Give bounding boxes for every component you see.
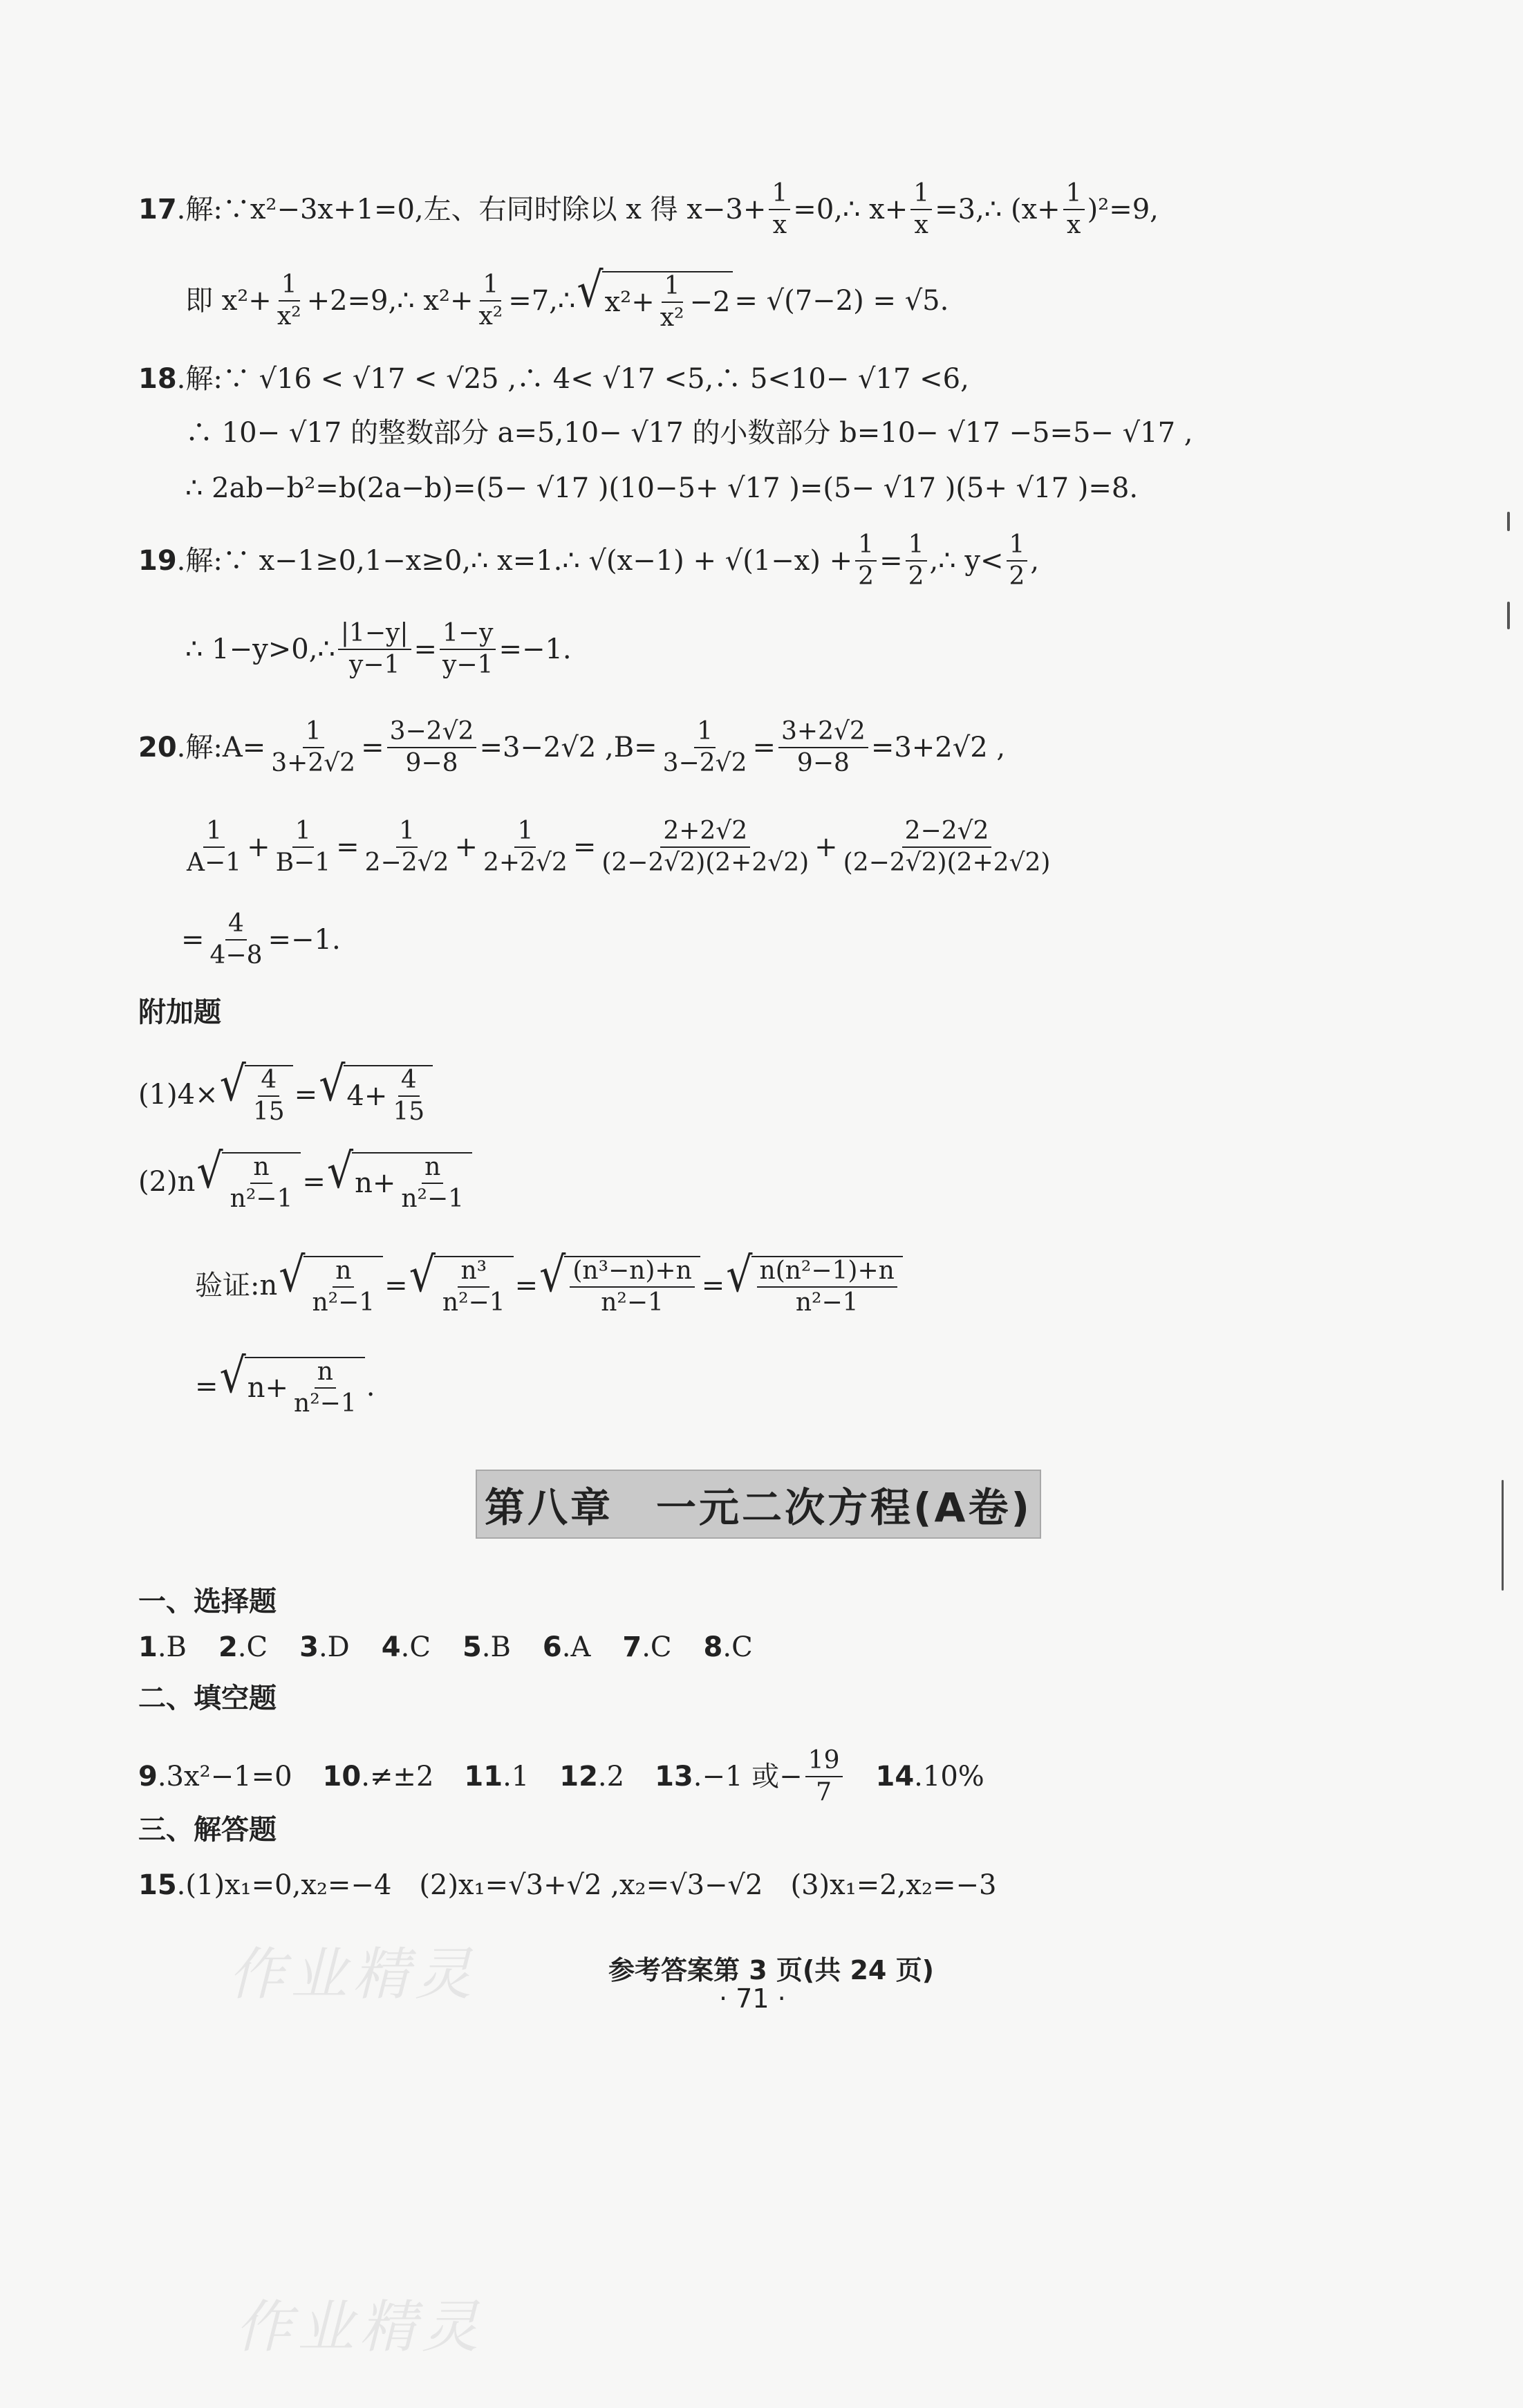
extra-p2-sqrt1: √ $\frac{n}{\text{n²−1}}$ <box>196 1152 301 1212</box>
q18-line1 <box>138 365 969 393</box>
q20-frac-11: $\frac{4}{4-8}$ <box>209 909 263 970</box>
q20-frac-5: $\frac{1}{A-1}$ <box>187 817 242 877</box>
q20-frac-3: $\frac{1}{3-2√2}$ <box>662 717 747 777</box>
q20-text-d: = <box>752 732 776 763</box>
q20-l2-d: + <box>454 831 478 863</box>
fill-9: 9.3x²−1=0 <box>138 1761 292 1793</box>
answer-6: 6.A <box>542 1631 591 1663</box>
extra-v-sqrt1: √ $\frac{n}{\text{n²−1}}$ <box>279 1256 383 1315</box>
q20-text-e: =3+2√2 , <box>870 732 1006 763</box>
q17-line2 <box>185 262 949 332</box>
fill-10: 10.≠±2 <box>322 1761 434 1793</box>
q20-frac-6: $\frac{1}{B-1}$ <box>275 817 331 877</box>
q20-line1 <box>138 719 1005 776</box>
q17-frac-5: $\frac{1}{\text{x²}}$ <box>478 270 503 331</box>
q17-frac-3: $\frac{1}{x}$ <box>1063 181 1085 238</box>
q19-l2-b: = <box>413 633 438 665</box>
part1-title: 一、选择题 <box>138 1586 277 1618</box>
q20-frac-8: $\frac{1}{2+2√2}$ <box>483 817 568 877</box>
q18-line3 <box>185 474 1138 502</box>
extra-v-sqrt3: √ $\frac{\text{(n³−n)+n}}{\text{n²−1}}$ <box>539 1256 700 1315</box>
extra-p2-a: (2)n <box>138 1166 196 1198</box>
q17-frac-2: $\frac{1}{x}$ <box>910 181 932 238</box>
q20-l2-b: + <box>247 831 270 863</box>
fill-14: 14.10% <box>875 1761 984 1793</box>
extra-part1 <box>138 1056 434 1126</box>
answer-2: 2.C <box>218 1631 268 1663</box>
answer-4: 4.C <box>381 1631 431 1663</box>
q17-text-b: x²−3x+1=0,左、右同时除以 x 得 x−3+ <box>250 194 767 225</box>
eq-sign: = <box>384 1270 408 1302</box>
q19-text-a: .解:∵ x−1≥0,1−x≥0,∴ x=1.∴ √(x−1) + √(1−x) + <box>176 545 853 577</box>
q17-text-e: )²=9, <box>1087 194 1159 225</box>
extra-p1-b: = <box>294 1079 318 1111</box>
q20-frac-9: $\frac{2+2√2}{(2-2√2)(2+2√2)}$ <box>601 817 810 877</box>
q19-frac-2: $\frac{1}{2}$ <box>906 532 927 589</box>
watermark-logo: 作业精灵 <box>235 2295 484 2360</box>
q17-frac-4: $\frac{1}{\text{x²}}$ <box>277 270 301 331</box>
q20-line3 <box>181 911 341 968</box>
extra-p1-sqrt2: √ 4+ $\frac{4}{15}$ <box>319 1065 433 1124</box>
q20-frac-7: $\frac{1}{2-2√2}$ <box>364 817 449 877</box>
extra-part2 <box>138 1143 474 1213</box>
q18-text-1: .解:∵ √16 < √17 < √25 ,∴ 4< √17 <5,∴ 5<10− √17 <6, <box>176 363 969 395</box>
eq-sign: = <box>701 1270 725 1302</box>
extra-verify <box>195 1247 904 1317</box>
answer-3: 3.D <box>299 1631 350 1663</box>
q17-l2-a: 即 x²+ <box>185 285 272 317</box>
scan-mark <box>1507 602 1510 629</box>
q17-l2-d: = √(7−2) = √5. <box>734 285 949 317</box>
q19-frac-1: $\frac{1}{2}$ <box>855 532 877 589</box>
part3-answer-15 <box>138 1871 997 1899</box>
part1-answers <box>138 1633 753 1661</box>
q17-text-c: =0,∴ x+ <box>793 194 908 225</box>
extra-final-sqrt: √ n+ $\frac{n}{\text{n²−1}}$ <box>220 1357 365 1416</box>
q17-l2-c: =7,∴ <box>508 285 576 317</box>
fill-11: 11.1 <box>464 1761 530 1793</box>
q20-frac-2: $\frac{3-2√2}{9-8}$ <box>387 719 477 776</box>
q17-frac-1: $\frac{1}{x}$ <box>769 181 790 238</box>
q19-line2 <box>185 621 572 678</box>
q20-frac-10: $\frac{2-2√2}{(2-2√2)(2+2√2)}$ <box>843 817 1051 877</box>
q15-number: 15 <box>138 1869 177 1901</box>
q20-l2-c: = <box>336 831 359 863</box>
q19-number: 19 <box>138 545 177 577</box>
q20-l3-a: = <box>181 924 205 956</box>
q20-text-b: = <box>361 732 384 763</box>
extra-final-b: . <box>366 1371 375 1402</box>
q19-line1 <box>138 532 1039 589</box>
eq-sign: = <box>514 1270 539 1302</box>
q19-l2-c: =−1. <box>498 633 572 665</box>
q15-text: .(1)x₁=0,x₂=−4 (2)x₁=√3+√2 ,x₂=√3−√2 (3)x₁=2,x₂=−3 <box>176 1869 997 1901</box>
q20-l2-e: = <box>572 831 597 863</box>
extra-title: 附加题 <box>138 997 221 1028</box>
q20-text-a: .解:A= <box>176 732 266 763</box>
q20-l2-f: + <box>814 831 838 863</box>
extra-v-sqrt4: √ $\frac{\text{n(n²−1)+n}}{\text{n²−1}}$ <box>726 1256 903 1315</box>
extra-p2-b: = <box>302 1166 326 1198</box>
q19-text-d: , <box>1030 545 1040 577</box>
fill-12: 12.2 <box>559 1761 625 1793</box>
q19-frac-3: $\frac{1}{2}$ <box>1007 532 1028 589</box>
q19-frac-4: $\frac{|1-y|}{y-1}$ <box>338 621 411 678</box>
extra-p2-sqrt2: √ n+ $\frac{n}{\text{n²−1}}$ <box>327 1152 472 1212</box>
q20-number: 20 <box>138 732 177 763</box>
q20-l3-b: =−1. <box>268 924 341 956</box>
q20-text-c: =3−2√2 ,B= <box>479 732 657 763</box>
q20-line2 <box>181 819 1056 876</box>
q18-line2 <box>185 419 1193 447</box>
q19-text-c: ,∴ y< <box>929 545 1004 577</box>
q19-text-b: = <box>879 545 903 577</box>
q17-text-a: .解:∵ <box>176 194 250 225</box>
q18-text-2: ∴ 10− √17 的整数部分 a=5,10− √17 的小数部分 b=10− √17 −5=5− √17 , <box>185 417 1193 449</box>
q17-text-d: =3,∴ (x+ <box>935 194 1061 225</box>
extra-p1-a: (1)4× <box>138 1079 218 1111</box>
part3-title: 三、解答题 <box>138 1814 277 1846</box>
extra-final <box>195 1348 375 1418</box>
q17-sqrt: √ x²+ $\frac{1}{\text{x²}}$ −2 <box>577 271 733 331</box>
q17-number: 17 <box>138 194 177 225</box>
extra-v-sqrt2: √ $\frac{\text{n³}}{\text{n²−1}}$ <box>409 1256 514 1315</box>
footer-page-info: 参考答案第 3 页(共 24 页) <box>608 1955 934 1985</box>
q19-l2-a: ∴ 1−y>0,∴ <box>185 633 335 665</box>
watermark-logo: 作业精灵 <box>228 1942 477 2008</box>
q19-frac-5: $\frac{1-y}{y-1}$ <box>440 621 496 678</box>
scan-mark <box>1502 1480 1504 1591</box>
answer-7: 7.C <box>622 1631 672 1663</box>
q20-frac-4: $\frac{3+2√2}{9-8}$ <box>778 719 868 776</box>
q18-text-3: ∴ 2ab−b²=b(2a−b)=(5− √17 )(10−5+ √17 )=(5− √17 )(5+ √17 )=8. <box>185 472 1139 504</box>
answer-1: 1.B <box>138 1631 187 1663</box>
footer-page-number: · 71 · <box>719 1983 786 2014</box>
q17-l2-b: +2=9,∴ x²+ <box>306 285 474 317</box>
part2-answers <box>138 1748 984 1805</box>
scan-mark <box>1507 512 1510 531</box>
q18-number: 18 <box>138 363 177 395</box>
answer-5: 5.B <box>462 1631 511 1663</box>
fill-13: 13 .−1 或− $\frac{19}{7}$ <box>655 1748 845 1805</box>
extra-final-a: = <box>195 1371 218 1402</box>
part2-title: 二、填空题 <box>138 1683 277 1714</box>
answer-8: 8.C <box>703 1631 753 1663</box>
chapter-heading: 第八章 一元二次方程(A卷) <box>476 1470 1041 1539</box>
extra-verify-label: 验证:n <box>195 1270 278 1302</box>
q20-frac-1: $\frac{1}{3+2√2}$ <box>271 717 356 777</box>
extra-p1-sqrt1: √ $\frac{4}{15}$ <box>220 1065 293 1124</box>
q17-line1 <box>138 181 1159 238</box>
